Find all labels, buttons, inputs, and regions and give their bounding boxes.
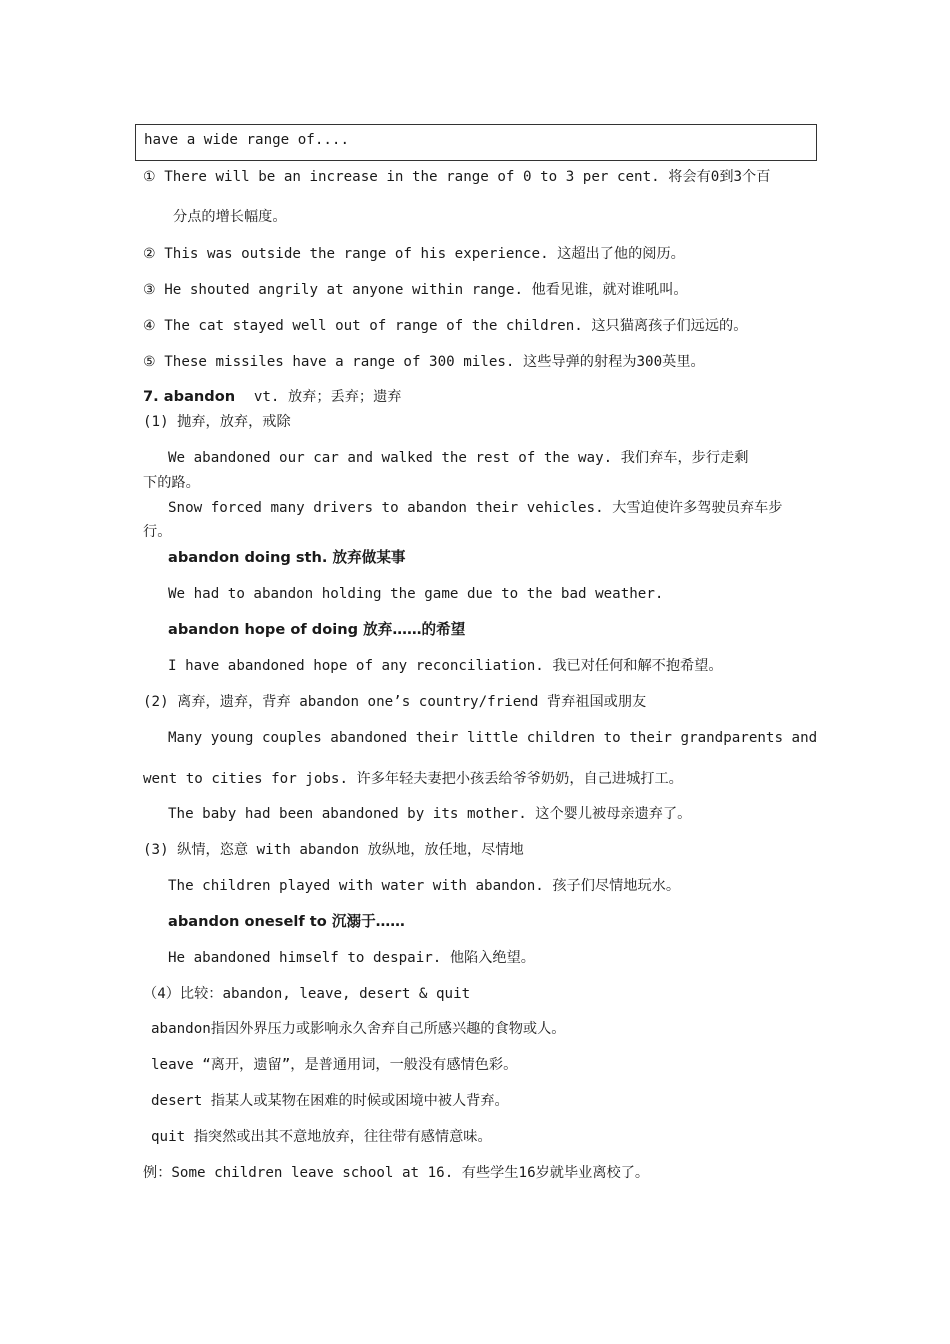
sense-2-title: (2) 离弃，遗弃，背弃 abandon one’s country/friend 背弃祖国或朋友 [143, 694, 647, 710]
sense-2-example-1-line-2: went to cities for jobs. 许多年轻夫妻把小孩丢给爷爷奶奶，自己进城打工。 [143, 771, 683, 787]
sense-1-example-1-line-2: 下的路。 [143, 475, 200, 491]
sense-1-example-2-line-2: 行。 [143, 524, 172, 540]
sense-3-title: (3) 纵情，恣意 with abandon 放纵地，放任地，尽情地 [143, 842, 524, 858]
phrase-abandon-oneself-example: He abandoned himself to despair. 他陷入绝望。 [168, 950, 535, 966]
phrase-abandon-hope: abandon hope of doing 放弃……的希望 [168, 621, 466, 638]
sense-2-example-1-line-1: Many young couples abandoned their little children to their grandparents and [168, 730, 818, 746]
example-2: ② This was outside the range of his experience. 这超出了他的阅历。 [143, 246, 685, 262]
phrase-abandon-doing: abandon doing sth. 放弃做某事 [168, 549, 406, 566]
phrase-abandon-oneself: abandon oneself to 沉溺于…… [168, 913, 405, 930]
example-3: ③ He shouted angrily at anyone within range. 他看见谁，就对谁吼叫。 [143, 282, 688, 298]
sense-2-example-2: The baby had been abandoned by its mother. 这个婴儿被母亲遗弃了。 [168, 806, 692, 822]
entry-definition: vt. 放弃；丢弃；遗弃 [253, 389, 402, 405]
example-5: ⑤ These missiles have a range of 300 miles. 这些导弹的射程为300英里。 [143, 354, 705, 370]
sense-1-example-1-line-1: We abandoned our car and walked the rest of the way. 我们弃车，步行走剩 [168, 450, 749, 466]
compare-abandon: abandon指因外界压力或影响永久舍弃自己所感兴趣的食物或人。 [151, 1021, 566, 1037]
example-1-line-2: 分点的增长幅度。 [173, 209, 287, 225]
range-phrase: have a wide range of.... [144, 132, 349, 148]
sense-4-title: （4）比较：abandon, leave, desert & quit [143, 986, 471, 1002]
entry-word: 7. abandon [143, 388, 236, 405]
sense-1-example-2-line-1: Snow forced many drivers to abandon their vehicles. 大雪迫使许多驾驶员弃车步 [168, 500, 783, 516]
compare-leave: leave “离开，遗留”，是普通用词，一般没有感情色彩。 [151, 1057, 518, 1073]
example-4: ④ The cat stayed well out of range of the children. 这只猫离孩子们远远的。 [143, 318, 748, 334]
final-example: 例：Some children leave school at 16. 有些学生16岁就毕业离校了。 [143, 1165, 650, 1181]
phrase-abandon-doing-example: We had to abandon holding the game due to the bad weather. [168, 586, 664, 602]
entry-heading [143, 387, 402, 407]
compare-quit: quit 指突然或出其不意地放弃，往往带有感情意味。 [151, 1129, 492, 1145]
range-phrase-box [135, 124, 817, 161]
phrase-abandon-hope-example: I have abandoned hope of any reconciliation. 我已对任何和解不抱希望。 [168, 658, 723, 674]
sense-3-example: The children played with water with abandon. 孩子们尽情地玩水。 [168, 878, 681, 894]
example-1-line-1: ① There will be an increase in the range of 0 to 3 per cent. 将会有0到3个百 [143, 169, 771, 185]
compare-desert: desert 指某人或某物在困难的时候或困境中被人背弃。 [151, 1093, 509, 1109]
sense-1-title: (1) 抛弃，放弃，戒除 [143, 414, 291, 430]
